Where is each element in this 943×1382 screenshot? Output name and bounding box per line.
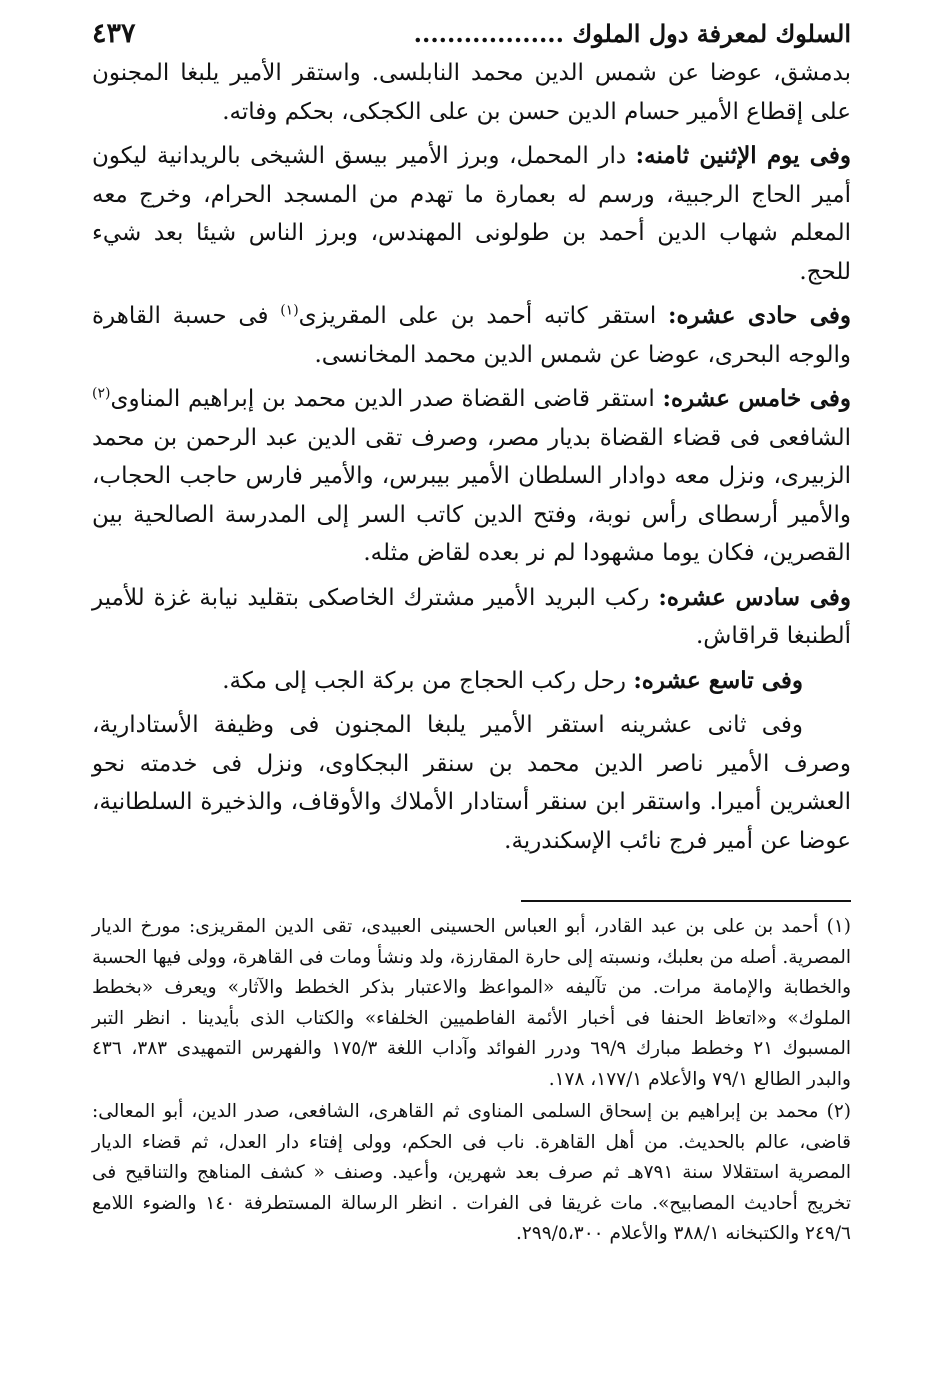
paragraph-text: استقر كاتبه أحمد بن على المقريزى <box>298 303 668 329</box>
paragraph-2 <box>92 137 851 291</box>
paragraph-lead: وفى تاسع عشره: <box>633 666 803 694</box>
paragraph-3 <box>92 297 851 374</box>
footnote-2: (٢) محمد بن إبراهيم بن إسحاق السلمى المناوى ثم القاهرى، الشافعى، صدر الدين، أبو المعالى: قاضى، عالم بالحديث. من أهل القاهرة. ناب فى الحكم، وولى إفتاء دار العدل، ثم قضاء الديار المصرية استقلالا سنة ٧٩١هـ ثم صرف بعد شهرين، وأعيد. وصنف « كشف المناهج والتناقيح فى تخريج أحاديث المصابيح». مات غريقا فى الفرات . انظر الرسالة المستطرفة ١٤٠ والضوء اللامع ٢٤٩/٦ والكتبخانه ٣٨٨/١ والأعلام ٢٩٩/٥،٣٠٠. <box>92 1101 851 1244</box>
paragraph-text: دار المحمل، وبرز الأمير بيسق الشيخى بالريدانية ليكون أمير الحاج الرجبية، ورسم له بعمارة ما تهدم من المسجد الحرام، وخرج معه المعلم شهاب الدين أحمد بن طولونى المهندس، وبرز الناس شيئا بعد شيء للحج. <box>92 143 851 285</box>
paragraph-text-cont: الشافعى فى قضاء القضاة بديار مصر، وصرف تقى الدين عبد الرحمن بن محمد الزبيرى، ونزل معه دوادار السلطان الأمير بيبرس، والأمير فارس حاجب الحجاب، والأمير أرسطاى رأس نوبة، وفتح الدين كاتب السر إلى المدرسة الصالحية بين القصرين، فكان يوما مشهودا لم نر بعده لقاض مثله. <box>92 424 851 566</box>
paragraph-text: ركب البريد الأمير مشترك الخاصكى بتقليد نيابة غزة للأمير ألطنبغا قراقاش. <box>92 584 851 649</box>
paragraph-lead: وفى خامس عشره: <box>662 385 851 412</box>
footnote-divider <box>521 900 851 902</box>
paragraph-text-cont: فى حسبة القاهرة والوجه البحرى، عوضا عن شمس الدين محمد المخانسى. <box>92 303 851 368</box>
header-title-row <box>414 14 851 54</box>
paragraph-lead: وفى حادى عشره: <box>667 302 852 329</box>
paragraph-lead: وفى سادس عشره: <box>658 583 851 611</box>
paragraph-text: بدمشق، عوضا عن شمس الدين محمد النابلسى. واستقر الأمير يلبغا المجنون على إقطاع الأمير حسام الدين حسن بن على الكجكى، بحكم وفاته. <box>92 60 851 125</box>
running-title: السلوك لمعرفة دول الملوك <box>572 19 851 48</box>
footnote-marker-2[interactable]: (٢) <box>92 385 111 402</box>
paragraph-5 <box>92 579 851 656</box>
paragraph-4 <box>92 380 851 573</box>
paragraph-1 <box>92 54 851 131</box>
footnote-marker-1[interactable]: (١) <box>280 302 299 319</box>
paragraph-text: استقر قاضى القضاة صدر الدين محمد بن إبراهيم المناوى <box>110 386 663 412</box>
running-header <box>92 14 851 54</box>
page-number: ٤٣٧ <box>92 18 136 49</box>
paragraph-text: رحل ركب الحجاج من بركة الجب إلى مكة. <box>222 667 634 694</box>
paragraph-7 <box>92 706 851 860</box>
header-dots: .................. <box>413 19 565 48</box>
main-text <box>92 54 851 860</box>
footnote-1: (١) أحمد بن على بن عبد القادر، أبو العباس الحسينى العبيدى، تقى الدين المقريزى: مورخ الديار المصرية. أصله من بعلبك، ونسبته إلى حارة المقارزة، ولد ونشأ ومات فى القاهرة، وولى فيها الحسبة والخطابة والإمامة مرات. من تآليفه «المواعظ والاعتبار بذكر الخطط والآثار» ويعرف «بخطط الملوك» و«اتعاظ الحنفا فى أخبار الأئمة الفاطميين الخلفاء» والكتاب الذى بأيدينا . انظر التبر المسبوك ٢١ وخطط مبارك ٦٩/٩ ودرر الفوائد وآداب اللغة ١٧٥/٣ والفهرس التمهيدى ٣٨٣، ٤٣٦ والبدر الطالع ٧٩/١ والأعلام ١٧٧/١، ١٧٨. <box>92 916 852 1090</box>
paragraph-lead: وفى يوم الإثنين ثامنه: <box>635 142 852 169</box>
footnotes <box>92 912 851 1250</box>
paragraph-6 <box>92 662 851 701</box>
paragraph-text: وفى ثانى عشرينه استقر الأمير يلبغا المجنون فى وظيفة الأستادارية، وصرف الأمير ناصر الدين محمد بن سنقر البجكاوى، ونزل فى خدمته نحو العشرين أميرا. واستقر ابن سنقر أستادار الأملاك والأوقاف، والذخيرة السلطانية، عوضا عن أمير فرج نائب الإسكندرية. <box>92 712 851 854</box>
